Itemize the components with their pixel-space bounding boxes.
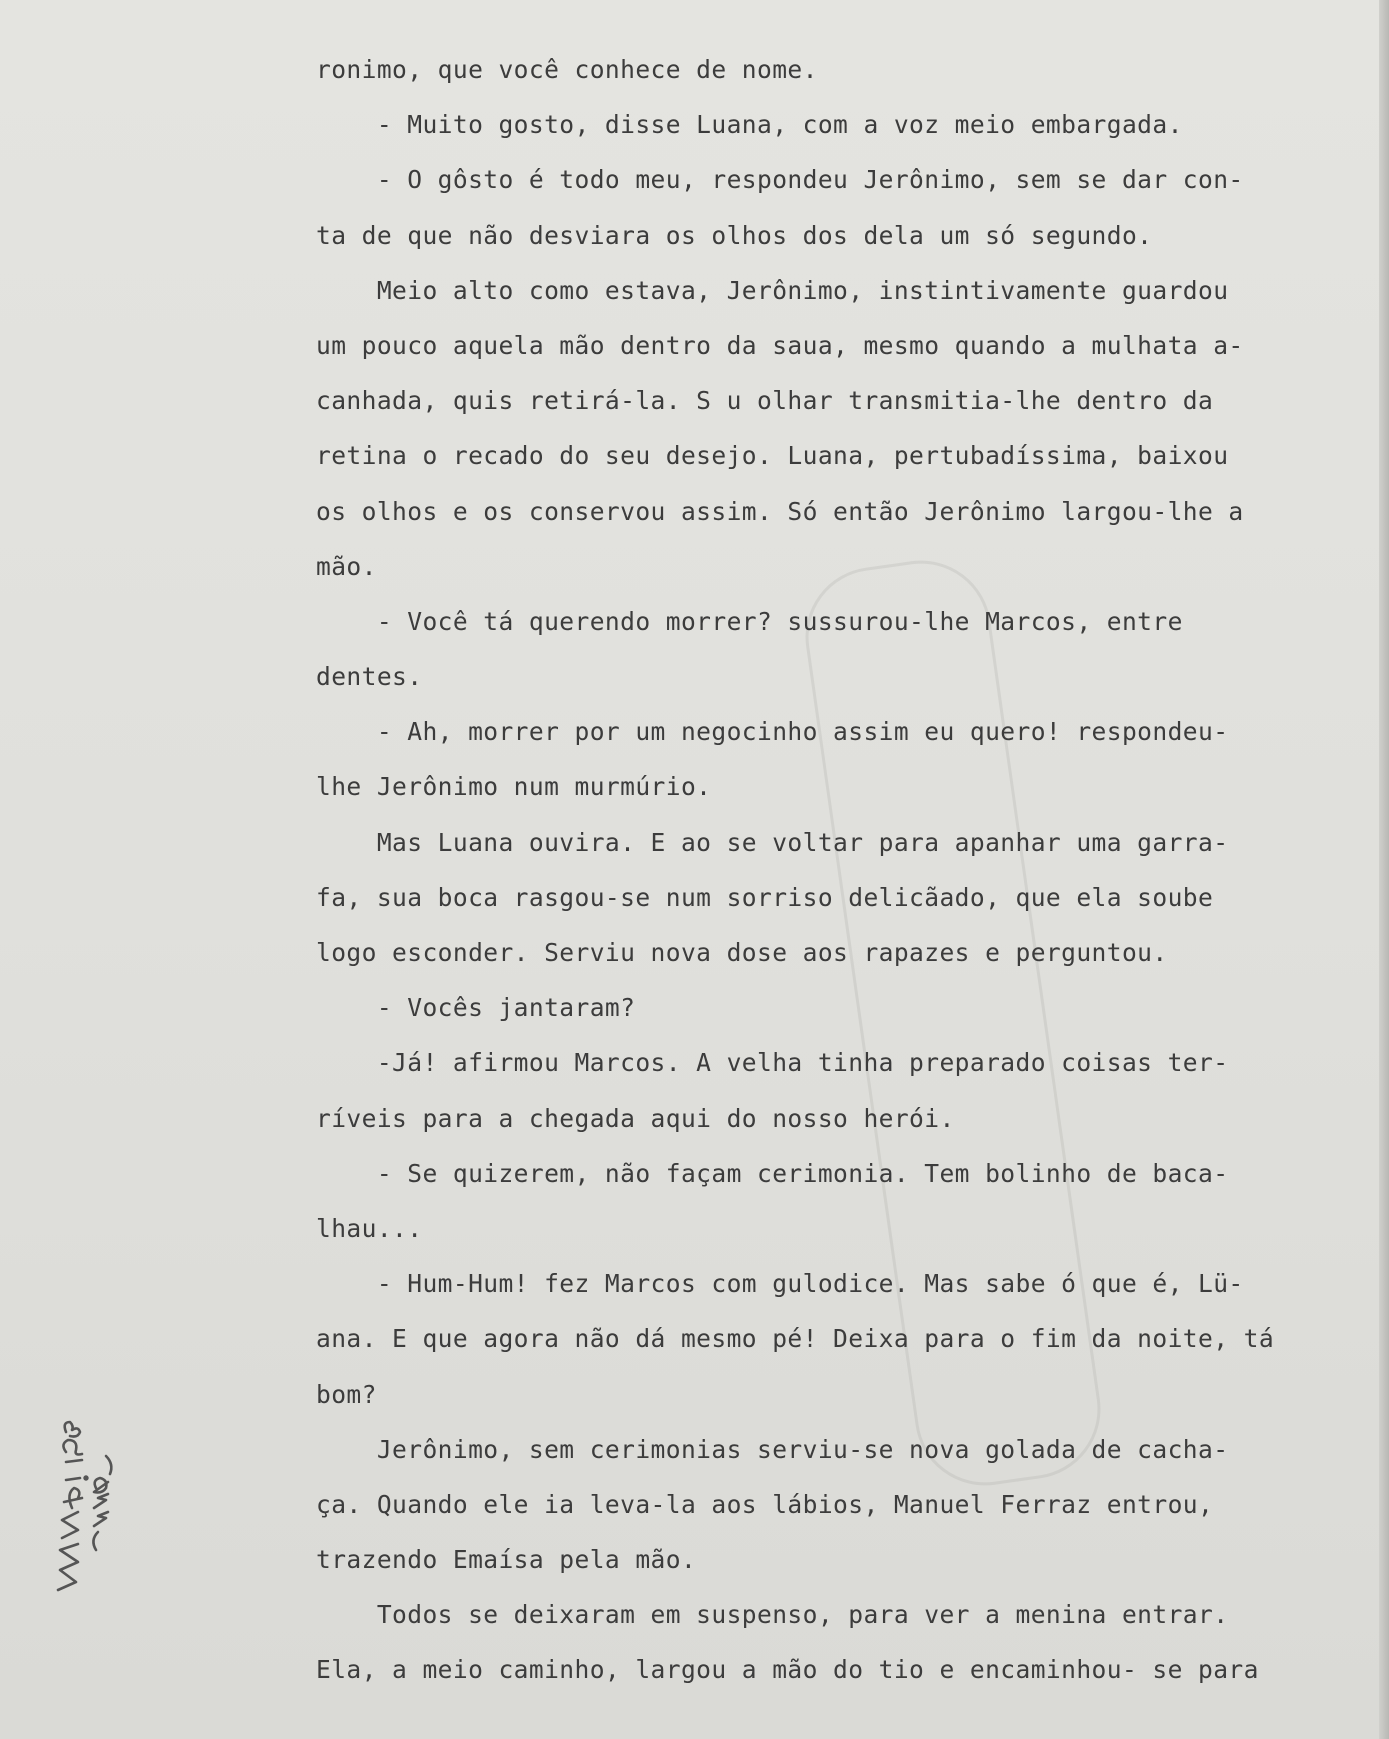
paper-edge bbox=[1379, 0, 1389, 1739]
text-line-10: mão. bbox=[316, 551, 377, 581]
handwritten-margin-note bbox=[48, 1370, 128, 1600]
text-line-17: logo esconder. Serviu nova dose aos rapazes e perguntou. bbox=[316, 938, 1168, 967]
text-line-22: lhau... bbox=[316, 1213, 423, 1243]
text-line-11: - Você tá querendo morrer? sussurou-lhe Marcos, entre bbox=[316, 606, 1183, 636]
text-line-12: dentes. bbox=[316, 662, 423, 692]
text-line-18: - Vocês jantaram? bbox=[316, 993, 636, 1023]
text-line-2: - Muito gosto, disse Luana, com a voz meio embargada. bbox=[316, 110, 1183, 140]
text-line-8: retina o recado do seu desejo. Luana, pertubadíssima, baixou bbox=[316, 441, 1229, 471]
text-line-28: trazendo Emaísa pela mão. bbox=[316, 1545, 697, 1575]
text-line-1: ronimo, que você conhece de nome. bbox=[316, 55, 818, 84]
text-line-7: canhada, quis retirá-la. S u olhar transmitia-lhe dentro da bbox=[316, 386, 1214, 416]
text-line-3: - O gôsto é todo meu, respondeu Jerônimo, sem se dar con- bbox=[316, 165, 1244, 195]
text-line-4: ta de que não desviara os olhos dos dela um só segundo. bbox=[316, 220, 1153, 250]
text-line-19: -Já! afirmou Marcos. A velha tinha preparado coisas ter- bbox=[316, 1048, 1229, 1078]
text-line-16: fa, sua boca rasgou-se num sorriso delicãado, que ela soube bbox=[316, 882, 1214, 912]
text-line-24: ana. E que agora não dá mesmo pé! Deixa para o fim da noite, tá bbox=[316, 1324, 1275, 1354]
text-line-29: Todos se deixaram em suspenso, para ver a menina entrar. bbox=[316, 1600, 1229, 1630]
text-line-21: - Se quizerem, não façam cerimonia. Tem bolinho de baca- bbox=[316, 1158, 1229, 1188]
text-line-25: bom? bbox=[316, 1379, 377, 1409]
text-line-15: Mas Luana ouvira. E ao se voltar para apanhar uma garra- bbox=[316, 827, 1229, 857]
text-line-14: lhe Jerônimo num murmúrio. bbox=[316, 772, 712, 802]
text-line-20: ríveis para a chegada aqui do nosso herói. bbox=[316, 1103, 955, 1133]
text-line-26: Jerônimo, sem cerimonias serviu-se nova golada de cacha- bbox=[316, 1434, 1229, 1464]
text-line-23: - Hum-Hum! fez Marcos com gulodice. Mas sabe ó que é, Lü- bbox=[316, 1269, 1244, 1299]
text-line-30: Ela, a meio caminho, largou a mão do tio e encaminhou- se para bbox=[316, 1655, 1259, 1685]
text-line-27: ça. Quando ele ia leva-la aos lábios, Manuel Ferraz entrou, bbox=[316, 1489, 1214, 1519]
text-line-5: Meio alto como estava, Jerônimo, instintivamente guardou bbox=[316, 275, 1229, 305]
typed-text-block bbox=[316, 42, 1376, 1698]
text-line-9: os olhos e os conservou assim. Só então Jerônimo largou-lhe a bbox=[316, 496, 1244, 526]
text-line-13: - Ah, morrer por um negocinho assim eu quero! respondeu- bbox=[316, 717, 1229, 747]
text-line-6: um pouco aquela mão dentro da saua, mesmo quando a mulhata a- bbox=[316, 330, 1244, 360]
